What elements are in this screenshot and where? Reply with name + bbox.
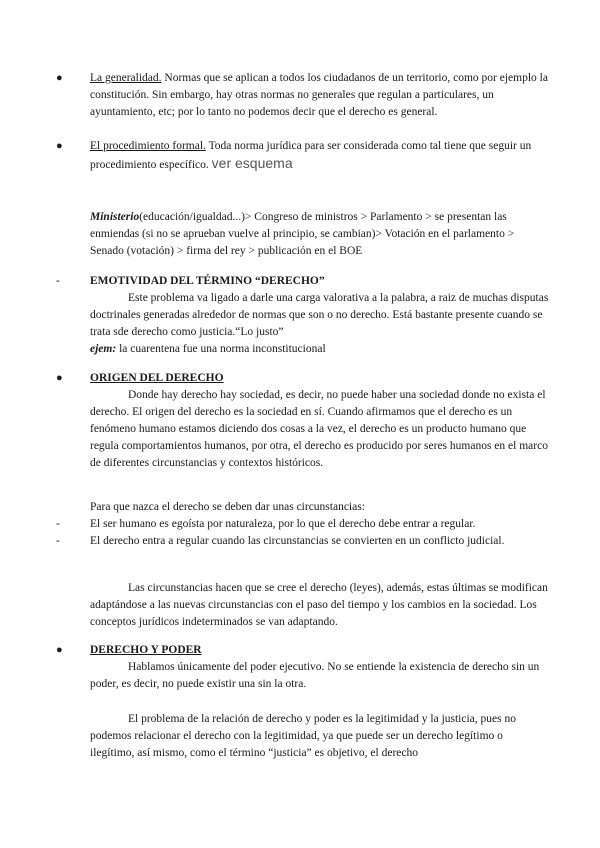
procedimiento-text: Toda norma jurídica para ser considerada como tal tiene que seguir un procedimiento específico.: [90, 140, 532, 171]
origen-list-text: El derecho entra a regular cuando las circunstancias se convierten en un conflicto judicial.: [90, 535, 505, 547]
emotividad-heading-row: [56, 273, 550, 290]
ministerio-term: Ministerio: [90, 211, 140, 223]
poder-heading: DERECHO Y PODER: [90, 644, 202, 656]
ejem-label: ejem:: [90, 343, 117, 355]
bullet-icon: ●: [56, 372, 63, 384]
ministerio-text: (educación/igualdad...)> Congreso de ministros > Parlamento > se presentan las enmiendas (si no se aprueban vuelve al principio, se cambian)> Votación en el parlamento > Senado (votación) > firma del rey > publicación en el BOE: [90, 211, 515, 257]
generalidad-text: Normas que se aplican a todos los ciudadanos de un territorio, como por ejemplo la constitución. Sin embargo, hay otras normas no generales que regulan a particulares, un ayuntamiento, etc; por lo tanto no podemos decir que el derecho es general.: [90, 72, 548, 118]
handwritten-note: ver esquema: [211, 155, 293, 171]
origen-heading: ORIGEN DEL DERECHO: [90, 372, 224, 384]
origen-paragraph-3: Las circunstancias hacen que se cree el derecho (leyes), además, estas últimas se modifican adaptándose a las nuevas circunstancias con el paso del tiempo y los cambios en la sociedad. Los conceptos jurídicos indeterminados se van adaptando.: [90, 582, 548, 628]
origen-list-text: El ser humano es egoísta por naturaleza, por lo que el derecho debe entrar a regular.: [90, 518, 476, 530]
emotividad-example: [90, 341, 550, 358]
origen-heading-row: [56, 370, 550, 387]
poder-paragraph-2: El problema de la relación de derecho y poder es la legitimidad y la justicia, pues no podemos relacionar el derecho con la legitimidad, ya que puede ser un derecho legítimo o ilegítimo, así mismo, como el término “justicia” es objetivo, el derecho: [90, 713, 516, 759]
poder-paragraph-1: Hablamos únicamente del poder ejecutivo. No se entiende la existencia de derecho sin un poder, es decir, no puede existir una sin la otra.: [90, 661, 540, 690]
generalidad-term: La generalidad.: [90, 72, 162, 84]
ejem-text: la cuarentena fue una norma inconstitucional: [116, 343, 326, 355]
ministerio-paragraph: [90, 209, 550, 260]
generalidad-item: [56, 70, 550, 121]
procedimiento-term: El procedimiento formal.: [90, 140, 206, 152]
bullet-icon: ●: [56, 644, 63, 656]
dash-marker: -: [56, 535, 60, 547]
procedimiento-item: [56, 138, 550, 174]
dash-marker: -: [56, 518, 60, 530]
origen-list-item: [56, 533, 550, 550]
poder-heading-row: [56, 642, 550, 659]
dash-marker: -: [56, 275, 60, 287]
emotividad-paragraph: Este problema va ligado a darle una carga valorativa a la palabra, a raiz de muchas disputas doctrinales generadas alrededor de normas que son o no derecho. Está bastante presente cuando se trata sde derecho como justicia.“Lo justo”: [90, 292, 549, 338]
origen-paragraph-1: Donde hay derecho hay sociedad, es decir, no puede haber una sociedad donde no exista el derecho. El origen del derecho es la sociedad en sí. Cuando afirmamos que el derecho es un fenómeno humano estamos diciendo dos cosas a la vez, el derecho es un producto humano que regula comportamientos humanos, por otra, el derecho es producido por seres humanos en el marco de diferentes circunstancias y contextos históricos.: [90, 389, 548, 469]
bullet-icon: ●: [56, 140, 63, 152]
origen-list-item: [56, 516, 550, 533]
bullet-icon: ●: [56, 72, 63, 84]
origen-paragraph-2: Para que nazca el derecho se deben dar unas circunstancias:: [90, 501, 365, 513]
emotividad-heading: EMOTIVIDAD DEL TÉRMINO “DERECHO”: [90, 275, 325, 287]
